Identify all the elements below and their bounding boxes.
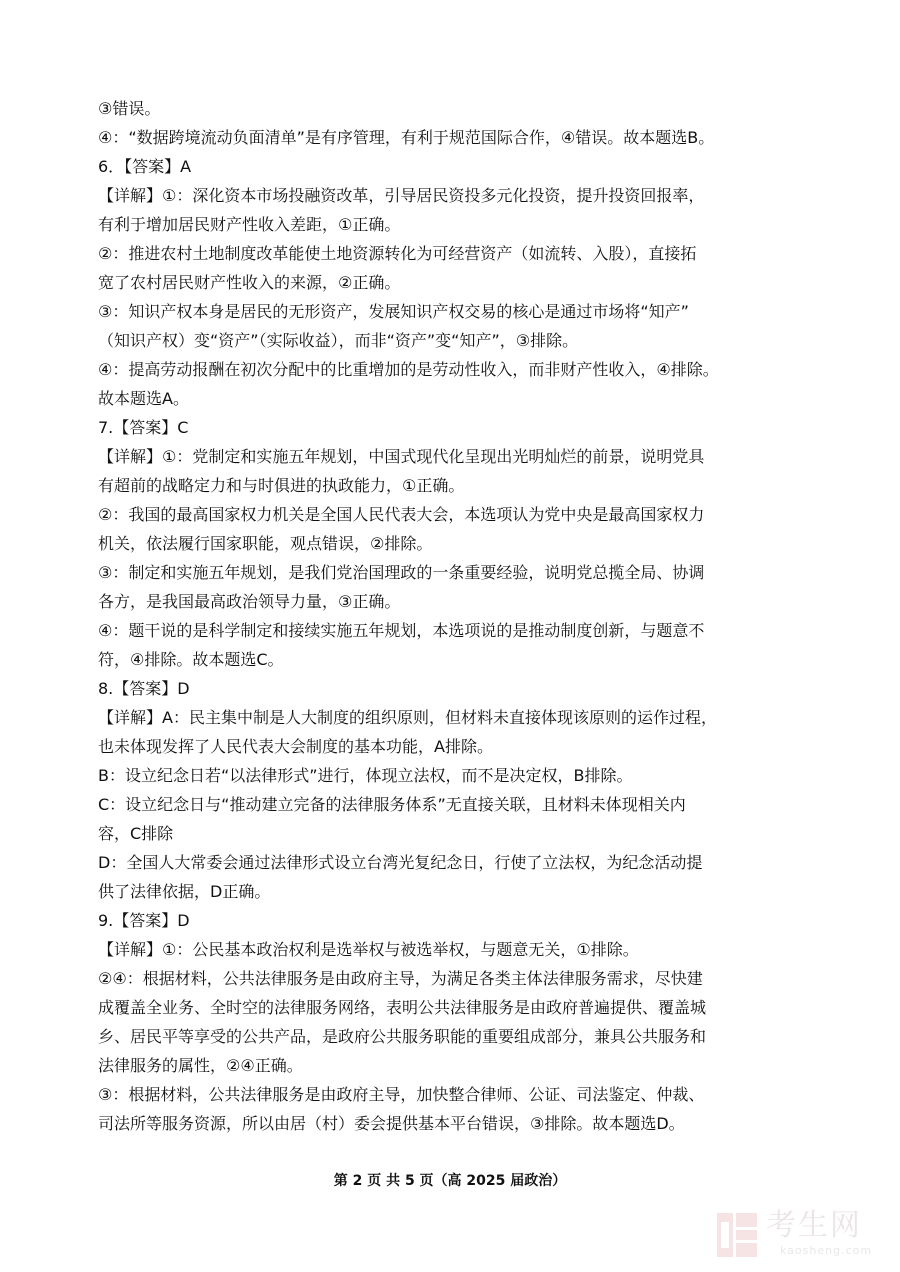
watermark <box>716 1208 886 1264</box>
text-line: 各方，是我国最高政治领导力量，③正确。 <box>98 592 401 611</box>
text-line: 【详解】①：党制定和实施五年规划，中国式现代化呈现出光明灿烂的前景，说明党具 <box>98 447 705 466</box>
text-line: ②：我国的最高国家权力机关是全国人民代表大会，本选项认为党中央是最高国家权力 <box>98 505 705 524</box>
answer-heading-6: 6．【答案】A <box>98 157 192 176</box>
text-line: 供了法律依据，D正确。 <box>98 882 271 901</box>
watermark-url: kaosheng.com <box>780 1244 873 1257</box>
text-line: 司法所等服务资源，所以由居（村）委会提供基本平台错误，③排除。故本题选D。 <box>98 1114 685 1133</box>
text-line: 宽了农村居民财产性收入的来源，②正确。 <box>98 273 401 292</box>
text-line: ④：“数据跨境流动负面清单”是有序管理，有利于规范国际合作，④错误。故本题选B。 <box>98 128 715 147</box>
text-line: ③：制定和实施五年规划，是我们党治国理政的一条重要经验，说明党总揽全局、协调 <box>98 563 705 582</box>
text-line: ④：提高劳动报酬在初次分配中的比重增加的是劳动性收入，而非财产性收入，④排除。 <box>98 360 719 379</box>
text-line: ②：推进农村土地制度改革能使土地资源转化为可经营资产（如流转、入股），直接拓 <box>98 244 697 263</box>
text-line: （知识产权）变“资产”（实际收益），而非“资产”变“知产”，③排除。 <box>98 331 579 350</box>
text-line: 也未体现发挥了人民代表大会制度的基本功能，A排除。 <box>98 737 493 756</box>
kaosheng-logo-icon <box>716 1212 758 1258</box>
text-line: 法律服务的属性，②④正确。 <box>98 1056 303 1075</box>
text-line: 成覆盖全业务、全时空的法律服务网络，表明公共法律服务是由政府普遍提供、覆盖城 <box>98 998 707 1017</box>
answer-text-body <box>98 94 808 1138</box>
text-line: 容，C排除 <box>98 824 174 843</box>
text-line: ④：题干说的是科学制定和接续实施五年规划，本选项说的是推动制度创新，与题意不 <box>98 621 705 640</box>
watermark-text: 考生网 <box>766 1208 862 1243</box>
text-line: 机关，依法履行国家职能，观点错误，②排除。 <box>98 534 433 553</box>
answer-heading-9: 9.【答案】D <box>98 911 190 930</box>
page-footer: 第 2 页 共 5 页（高 2025 届政治） <box>333 1173 567 1189</box>
text-line: 【详解】①：深化资本市场投融资改革，引导居民资投多元化投资，提升投资回报率， <box>98 186 705 205</box>
text-line: 符，④排除。故本题选C。 <box>98 650 284 669</box>
answer-heading-7: 7.【答案】C <box>98 418 189 437</box>
text-line: ③错误。 <box>98 99 161 118</box>
text-line: 乡、居民平等享受的公共产品，是政府公共服务职能的重要组成部分，兼具公共服务和 <box>98 1027 707 1046</box>
text-line: B：设立纪念日若“以法律形式”进行，体现立法权，而不是决定权，B排除。 <box>98 766 633 785</box>
text-line: ②④：根据材料，公共法律服务是由政府主导，为满足各类主体法律服务需求，尽快建 <box>98 969 703 988</box>
text-line: C：设立纪念日与“推动建立完备的法律服务体系”无直接关联，且材料未体现相关内 <box>98 795 686 814</box>
text-line: 有超前的战略定力和与时俱进的执政能力，①正确。 <box>98 476 465 495</box>
text-line: 故本题选A。 <box>98 389 189 408</box>
text-line: D：全国人大常委会通过法律形式设立台湾光复纪念日，行使了立法权，为纪念活动提 <box>98 853 703 872</box>
text-line: ③：知识产权本身是居民的无形资产，发展知识产权交易的核心是通过市场将“知产” <box>98 302 689 321</box>
text-line: 有利于增加居民财产性收入差距，①正确。 <box>98 215 401 234</box>
text-line: ③：根据材料，公共法律服务是由政府主导，加快整合律师、公证、司法鉴定、仲裁、 <box>98 1085 705 1104</box>
text-line: 【详解】A：民主集中制是人大制度的组织原则，但材料未直接体现该原则的运作过程， <box>98 708 717 727</box>
text-line: 【详解】①：公民基本政治权利是选举权与被选举权，与题意无关，①排除。 <box>98 940 639 959</box>
answer-heading-8: 8.【答案】D <box>98 679 190 698</box>
